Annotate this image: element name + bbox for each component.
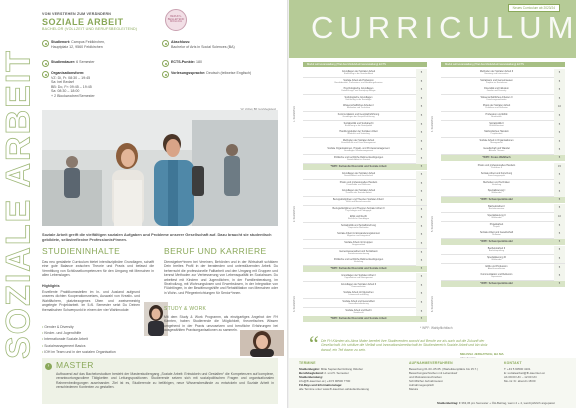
ects-value: 5 — [416, 86, 427, 95]
graduate-illustration — [240, 330, 284, 356]
module-title: Bachelorarbeit II Bachelorprüfung — [441, 246, 552, 253]
module-subtitle: Wahlmodul — [491, 217, 502, 219]
semester-label: 5. SEMESTER — [431, 216, 434, 232]
module-subtitle: Bachelorprüfung — [488, 250, 505, 253]
ects-value: 5 — [416, 112, 427, 121]
module-subtitle: Gruppenarbeit — [351, 243, 366, 246]
ects-value: 5 — [554, 204, 565, 213]
kicker: VOM VERSTEHEN ZUM VERÄNDERN — [42, 12, 112, 16]
graduate-portrait — [240, 330, 284, 356]
ects-value: 5 — [554, 86, 565, 95]
ects-value: 5 — [416, 282, 427, 291]
module-subtitle: Forschungsprojekt — [487, 175, 506, 178]
module-subtitle: Gender und Diversity — [486, 90, 507, 93]
ects-value: 5 — [554, 129, 565, 138]
info-box — [289, 358, 576, 408]
module-title: *WPF: Kulturelle Diversität und Soziale Arbeit — [330, 266, 387, 270]
speech-bubble-icon — [162, 71, 169, 78]
ects-icon — [162, 60, 169, 67]
curriculum-table — [289, 62, 576, 326]
ects-value: 5 — [554, 121, 565, 130]
module-title: *WPF: Schwerpunktmodul — [480, 281, 513, 285]
ects-value: 5 — [554, 78, 565, 87]
module-title: Methoden und Techniken Vertiefung — [441, 180, 552, 187]
studienbeitrag: Studienbeitrag: € 363,36 pro Semester + ÖH-Beitrag, wenn 2 + 4, werdt jährlich angepasst — [437, 401, 555, 405]
master-box — [42, 358, 278, 404]
module-title: Praxis und professionelles Handeln Praxisfelder und Reflexion — [303, 180, 414, 187]
ects-value: 5 — [416, 180, 427, 189]
module-list — [42, 324, 152, 355]
module-title: Soziale Arbeit mit Menschen Lebenswelt und Alltag — [303, 290, 414, 297]
ects-value: 5 — [416, 138, 427, 147]
module-title: Grundlagen der Sozialen Arbeit I Organisation und Management — [303, 273, 414, 280]
fact-studiendauer: Studiendauer: 6 Semester — [42, 60, 95, 67]
fact-ects: ECTS-Punkte: 180 — [162, 60, 202, 67]
module-subtitle: Soziale Arbeit im Kontext — [346, 159, 371, 161]
module-subtitle: Wahlmodul — [491, 192, 502, 195]
module-subtitle: Aktuelle Themen — [488, 150, 505, 153]
ects-value: 5 — [416, 121, 427, 130]
module-title: Praxis der Sozialen Arbeit Praktikum und Reflexion — [441, 103, 552, 110]
quote-icon: “ — [309, 331, 319, 356]
wpf-row — [441, 155, 565, 161]
new-curriculum-tag: Neues Curriculum ab 2023/24 — [508, 4, 560, 12]
module-subtitle: Lebenswelt und Alltag — [348, 294, 369, 297]
module-title: Profession und Ethik Berufsethik — [441, 112, 552, 119]
module-title: *WPF: Kulturelle Diversität und Soziale Arbeit — [330, 317, 387, 321]
semester-label: 2. SEMESTER — [293, 206, 296, 222]
ects-value: 5 — [554, 246, 565, 255]
ects-value: 5 — [554, 188, 565, 197]
module-title: Soziale Organisationen, Projekt- und Prozessmanagement Grundlagen Sozialmanagement — [303, 146, 414, 153]
ects-value: 5 — [554, 264, 565, 273]
ects-value: 5 — [416, 290, 427, 299]
wpf-legend: * WPF: Wahlpflichtfach — [420, 326, 453, 330]
module-title: Soziale Arbeit und Forschung Forschungsprojekt — [441, 171, 552, 178]
module-title: Methoden der Sozialen Arbeit Einzelfallhilfe und Case Management — [303, 138, 414, 145]
ects-value: 5 — [554, 230, 565, 239]
module-subtitle: Beratung und Intervention — [484, 73, 509, 75]
ects-value: 5 — [554, 255, 565, 264]
module-subtitle: Bachelorseminar — [488, 208, 505, 211]
ects-value: 5 — [558, 281, 561, 285]
module-title: Spezialisierung II Wahlmodul — [441, 213, 552, 220]
ects-value: 5 — [416, 206, 427, 215]
graduation-cap-icon — [162, 40, 169, 47]
module-subtitle: Praktikum II — [491, 166, 502, 169]
module-subtitle: Projektarbeit — [490, 133, 503, 136]
module-title: Sozialpolitik und Sozialforschung Empirische Methoden — [303, 223, 414, 230]
module-subtitle: Empirische Methoden — [348, 226, 369, 229]
ects-value: 5 — [416, 146, 427, 155]
module-subtitle: Ethik und Menschenrechte — [346, 200, 371, 203]
module-subtitle: Management — [490, 141, 503, 144]
ects-value: 5 — [416, 103, 427, 112]
module-title: Bezugsdisziplinen und Theorien Sozialer Arbeit II Psychologie und Pädagogik — [303, 206, 414, 213]
testimonial — [289, 331, 576, 357]
students-photo — [42, 110, 278, 226]
contact-email-link[interactable]: E: sozialearbeit@fh-kaernten.at — [504, 370, 545, 375]
module-title: Grundlagen der Sozialen Arbeit Einführung in die Soziale Arbeit — [303, 69, 414, 76]
module-title: Sozialraum und Gemeinwesen Projekte im Sozialraum — [441, 78, 552, 85]
wpf-row — [441, 281, 565, 287]
highlights-text: Exzellente Praktikumsstellen im In- und Ausland aufgrund unseres dichten Kooperationsnetzes, Auswahl von Kreativ- und Wahlfächern, platzbezogenes Üben und zweisemestrig angelegte Projektarbeit. Im 5./6. Semester setzt Du Deinen thematischen Schwerpunkt in einem der vier Wahlmodule: — [42, 290, 140, 312]
module-title: Soziale Arbeit und Recht Sozialrecht — [303, 308, 414, 315]
module-subtitle: Einführung in die Soziale Arbeit — [344, 73, 373, 75]
wpf-row — [303, 316, 427, 322]
curriculum-header — [289, 0, 579, 58]
info-termine: TERMINE Studienbeginn: Mitte September/Anfang Oktober Berufsbegleitend: 2. und 5. Semester Studienberatung: info@fh-kaernten.at | +43 5 90500 7700 FH-Days und Informationstage: alle Termine unter www.fh-kaernten.at/studienberatung — [299, 361, 370, 391]
study-work-heading: STUDY & WORK — [164, 306, 207, 312]
module-subtitle: Einführung in die Soziologie — [345, 98, 372, 101]
fact-organisationsform: Organisationsform: VZ: Di, Fr. 08:30 – 19:45 Sa: bei Bedarf BB: Do, Fr: 09:45 – 19:45 Sa: 08:30 – 18:00 + 2 Blockwochen/Semester — [42, 71, 95, 99]
semester-label: 3. SEMESTER — [293, 296, 296, 312]
module-title: Grundlagen der Sozialen Arbeit Theorien der Sozialen Arbeit — [303, 188, 414, 195]
module-subtitle: Kommunikation — [351, 285, 366, 288]
module-title: Diversität und Inklusion Gender und Diversity — [441, 86, 552, 93]
ects-value: 5 — [416, 257, 427, 266]
ects-value: 5 — [558, 197, 561, 201]
list-item: • IOH im Team und in der sozialen Organisation — [42, 349, 152, 355]
module-title: Praxis und professionelles Handeln Praktikum II — [441, 163, 552, 170]
ects-value: 5 — [554, 69, 565, 78]
module-subtitle: Abschlussreflexion — [487, 267, 506, 270]
highlights-heading: Highlights — [42, 284, 60, 288]
module-subtitle: Wohlfahrtsstaat — [489, 124, 504, 127]
list-item: • Internationale Soziale Arbeit — [42, 336, 152, 342]
ects-value: 5 — [416, 273, 427, 282]
module-title: Soziale Arbeit und Gesellschaft Reflexion — [441, 230, 552, 237]
module-subtitle: Vertiefung — [491, 183, 502, 186]
ects-value: 5 — [416, 214, 427, 223]
module-title: Spezialisierung I Wahlmodul — [441, 188, 552, 195]
wpf-row — [303, 164, 427, 170]
page-subtitle: BACHELOR (VOLLZEIT UND BERUFSBEGLEITEND) — [42, 27, 138, 31]
module-subtitle: Wahlmodul — [491, 258, 502, 261]
wpf-row — [303, 266, 427, 272]
module-subtitle: Berufsidentität, Professions- und Handlungstheorien — [334, 81, 383, 84]
module-subtitle: Methoden und Techniken — [346, 107, 371, 110]
study-work-text: Mit dem Study & Work Programm, als einzigartiges Angebot der FH Kärnten, haben Studierende die Möglichkeit, theoretisches Wissen umgehend in der Praxis umzusetzen und berufliche Erfahrungen bei ausgewählten Praxisorganisationen zu sammeln. — [164, 315, 278, 333]
ects-value: 5 — [416, 299, 427, 308]
ects-value: 5 — [554, 95, 565, 104]
module-subtitle: Reflexion — [492, 234, 501, 237]
module-title: Soziale Arbeit in Organisationen Management — [441, 138, 552, 145]
ects-value: 5 — [416, 249, 427, 258]
module-subtitle: Entwicklungs- und Sozialpsychologie — [341, 90, 376, 93]
ects-value: 5 — [416, 171, 427, 180]
studieninhalte-text: Das neu gestaltete Curriculum bietet interdisziplinäre Grundlagen, schafft eine gute Balance zwischen Theorie und Praxis und befasst die Vermittlung von Schlüsselkompetenzen für den Umgang mit Menschen in allen Lebenslagen. — [42, 260, 154, 278]
location-icon — [42, 40, 49, 47]
module-title: Handlungsfelder der Sozialen Arbeit Überblick und Vertiefung — [303, 129, 414, 136]
curriculum-title: CURRICULUM — [311, 10, 579, 45]
module-title: Wissenschaftliches Arbeiten I Methoden und Techniken — [303, 103, 414, 110]
module-title: Kommunikation und Gesprächsführung Grundlagen der Gesprächsführung — [303, 112, 414, 119]
arrow-right-icon: › — [45, 363, 52, 370]
module-title: Soziale Arbeit mit Gruppen Gruppenarbeit — [303, 240, 414, 247]
module-subtitle: Supervision — [491, 276, 502, 279]
module-subtitle: Forschungsmethoden — [486, 98, 507, 101]
list-item: • Kinder- und Jugendhilfe — [42, 330, 152, 336]
table-header-right: Modul Lehrveranstaltung (Titel des Moduls/Lehrveranstaltung) ECTS — [441, 62, 565, 67]
module-subtitle: Projekte im Sozialraum — [485, 81, 508, 84]
ects-value: 5 — [554, 272, 565, 281]
ects-value: 10 — [554, 103, 565, 112]
module-title: Kommunikation und Reflexion Supervision — [441, 272, 552, 279]
module-subtitle: Rechtliche Grundlagen — [347, 218, 370, 221]
module-subtitle: Sozialraumorientierung — [347, 252, 370, 255]
calendar-icon — [42, 71, 49, 78]
module-title: Politische und rechtliche Rahmenbedingungen Vertiefung — [303, 257, 414, 264]
ects-value: 5 — [416, 95, 427, 104]
ects-value: 5 — [416, 188, 427, 197]
studienberatung-link[interactable]: www.fh-kaernten.at/studienberatung — [322, 386, 370, 391]
ects-value: 5 — [416, 69, 427, 78]
module-title: Bezugsdisziplinen und Theorien Sozialer Arbeit I Ethik und Menschenrechte — [303, 197, 414, 204]
quote-author: MELISSA JERGATSCH, BA MA — [460, 352, 504, 356]
module-title: Soziologische Grundlagen Einführung in die Soziologie — [303, 95, 414, 102]
ects-value: 5 — [416, 155, 427, 164]
module-title: Sozialpolitik und Sozialrecht Einführung in die Sozialpolitik — [303, 121, 414, 128]
semester-label: 4. SEMESTER — [431, 116, 434, 132]
module-subtitle: Grundlagen Sozialmanagement — [343, 150, 374, 153]
module-subtitle: Sozialrecht — [353, 311, 364, 314]
module-subtitle: Projekt — [493, 225, 500, 228]
quote-text: Die FH Kärnten als Alma Mater bereitet ihre Studierenden sowohl auf Berufe vor als auch auf die Zukunft der Gesellschaft. Ich schätze die Vielfalt und Innovationsbereitschaft im Studienbereich Soziale Arbeit und bin stolz darauf, ein Teil davon zu sein. — [321, 339, 488, 352]
ects-value: 5 — [558, 156, 561, 159]
module-title: Ethik und Recht Rechtliche Grundlagen — [303, 214, 414, 221]
semester-label: 1. SEMESTER — [293, 106, 296, 122]
module-title: Methodisches Handeln Projektarbeit — [441, 129, 552, 136]
ects-value: 5 — [416, 129, 427, 138]
ects-value: 5 — [420, 317, 423, 321]
module-subtitle: Gesundheitsförderung — [348, 303, 369, 305]
module-title: Sozialpolitik II Wohlfahrtsstaat — [441, 121, 552, 128]
info-kontakt: KONTAKT T: +43 5 90500 4101 E: sozialearbeit@fh-kaernten.at Ab 09:00 Uhr – 12:00 Uhr Mo-mi: Fr. abendn 18:00 — [504, 361, 545, 383]
master-heading: MASTER — [56, 360, 94, 370]
module-title: Soziale Arbeit im Einwanderungskontext Migration und Integration — [303, 231, 414, 238]
students-illustration — [42, 110, 278, 226]
module-subtitle: Theorien der Sozialen Arbeit — [345, 192, 372, 195]
ects-value: 5 — [416, 223, 427, 232]
fact-abschluss: Abschluss: Bachelor of Arts in Social Sciences (BA) — [162, 40, 251, 49]
module-title: Ethik und Profession Abschlussreflexion — [441, 264, 552, 271]
list-item: • Sozialmanagement Basics — [42, 343, 152, 349]
info-aufnahme: AUFNAHMEVERFAHREN Bewerbung 01.03.-05.05. (Wartelistenplätze bis 15.7.) Bewerbungsschreiben mit Lebenslauf und Motivationsschreiben Schriftlicher Aufnahmetest Aufnahmegespräch Matura — [409, 361, 478, 391]
wpf-row — [441, 197, 565, 203]
clock-icon — [42, 60, 49, 67]
ects-value: 10 — [554, 213, 565, 222]
ects-value: 5 — [554, 222, 565, 231]
module-title: Psychologische Grundlagen Entwicklungs- und Sozialpsychologie — [303, 86, 414, 93]
module-title: *WPF: Kulturelle Diversität und Soziale Arbeit — [330, 164, 387, 168]
vertical-page-title — [0, 6, 38, 402]
module-title: Bachelorarbeit I Bachelorseminar — [441, 204, 552, 211]
module-subtitle: Migration und Integration — [347, 235, 370, 238]
module-title: Grundlagen der Sozialen Arbeit Soziale Arbeit und Gesellschaft — [303, 171, 414, 178]
ects-value: 5 — [554, 171, 565, 180]
page-title: SOZIALE ARBEIT — [42, 17, 124, 27]
module-subtitle: Psychologie und Pädagogik — [345, 209, 372, 212]
ects-value: 5 — [554, 180, 565, 189]
module-title: Spezialisierung III Wahlmodul — [441, 255, 552, 262]
module-subtitle: Praktikum und Reflexion — [485, 107, 508, 110]
ects-value: 5 — [416, 308, 427, 317]
module-title: Gesellschaft und Wandel Aktuelle Themen — [441, 146, 552, 153]
module-subtitle: Einzelfallhilfe und Case Management — [341, 141, 376, 144]
lead-paragraph: Soziale Arbeit greift die vielfältigen sozialen Aufgaben und Probleme unserer Gesellschaft auf. Dazu braucht sie studentisch gebildete, selbstreflexive Professionist*innen. — [42, 232, 272, 242]
ects-value: 5 — [420, 266, 423, 270]
master-text: Aufbauend auf das Bachelorstudium besteht der Masterstudiengang „Soziale Arbeit: Entwickeln und Gestalten“ die Kompetenzen auf komplexe, verantwortungsvollere Tätigkeiten und Leitungspositionen. Studierende setzen sich mit sozialpolitischen Fragen und organisationalen Rahmenbedingungen auseinander. Ziel ist es, Studierende zu befähigen, neue Wissensbestände zu entwickeln und Soziale Arbeit in verschiedenen Kontexten zu gestalten. — [56, 372, 274, 390]
ects-value: 5 — [416, 231, 427, 240]
module-subtitle: Berufsethik — [491, 116, 502, 118]
module-subtitle: Soziale Arbeit und Gesellschaft — [344, 175, 373, 178]
ects-value: 5 — [416, 197, 427, 206]
beruf-text: Dienstgeber*innen bei Vereinen, Behörden und in der Wirtschaft schätzen Dein breites Profil in der beratenden und unterstützenden Arbeit. Du beherrscht die professionelle Falltarbeit und den Umgang mit Gruppen und kennst Methoden zur Verbesserung von Lebensqualität im Sozialraum. Du arbeitest mit Kindern und Jugendlichen, in der Familienberatung, im Strafvollzug, mit Wohnungslosen und Erwerbslosen, in der Integration von Flüchtlingen, in der Bewährungshilfe und Rehabilitation von Menschen oder in Wohn- und Pflegeeinrichtungen für Senior*innen. — [164, 260, 278, 295]
module-title: *WPF: Schwerpunktmodul — [480, 197, 513, 201]
module-title: Soziale Arbeit als Profession Berufsidentität, Professions- und Handlungstheorien — [303, 78, 414, 85]
ects-value: 5 — [554, 146, 565, 155]
list-item: • Gender & Diversity — [42, 324, 152, 330]
ects-value: 15 — [554, 163, 565, 172]
ects-value: 5 — [554, 112, 565, 121]
photo-credit: VZ: Vollzeit, BB: berufsbegleitend — [240, 108, 276, 111]
module-title: *WPF: Freies Wahlfach — [482, 156, 511, 159]
ects-value: 5 — [420, 164, 423, 168]
ects-value: 5 — [558, 239, 561, 243]
fact-sprache: Vorlesungssprache: Deutsch (teilweise Englisch) — [162, 71, 266, 78]
module-subtitle: Überblick und Vertiefung — [347, 133, 370, 136]
vertical-title-text: SOZIALE ARBEIT — [0, 48, 38, 360]
module-title: Projektarbeit Projekt — [441, 222, 552, 229]
beruf-heading: BERUF UND KARRIERE — [164, 246, 267, 256]
module-subtitle: Grundlagen der Gesprächsführung — [342, 116, 375, 118]
wpf-row — [441, 239, 565, 245]
module-title: Methoden der Sozialen Arbeit II Beratung und Intervention — [441, 69, 552, 76]
module-title: Grundlagen der Sozialen Arbeit II Kommunikation — [303, 282, 414, 289]
ects-value: 5 — [554, 138, 565, 147]
module-title: *WPF: Schwerpunktmodul — [480, 239, 513, 243]
module-subtitle: Praxisfelder und Reflexion — [346, 183, 371, 186]
module-subtitle: Vertiefung — [353, 261, 364, 264]
ects-value: 5 — [416, 240, 427, 249]
table-header-left: Modul Lehrveranstaltung (Titel des Moduls/Lehrveranstaltung) ECTS — [303, 62, 427, 67]
module-title: Politische und rechtliche Rahmenbedingungen Soziale Arbeit im Kontext — [303, 155, 414, 162]
berufsbegleitend-badge: BERUFS-BEGLEITEND MÖGLICH — [165, 9, 187, 31]
module-title: Soziale Arbeit und Gesundheit Gesundheitsförderung — [303, 299, 414, 306]
semester-label: 6. SEMESTER — [431, 296, 434, 312]
module-subtitle: Einführung in die Sozialpolitik — [344, 124, 373, 127]
module-title: Gemeinwesenarbeit und Sozialraum Sozialraumorientierung — [303, 249, 414, 256]
facts-panel — [42, 36, 278, 116]
studieninhalte-heading: STUDIENINHALTE — [42, 246, 121, 256]
module-subtitle: Organisation und Management — [344, 277, 373, 280]
ects-value: 5 — [416, 78, 427, 87]
module-title: Wissenschaftliches Arbeiten II Forschungsmethoden — [441, 95, 552, 102]
fact-studienort: Studienort: Campus Feldkirchen, Hauptplatz 12, 9560 Feldkirchen — [42, 40, 121, 49]
